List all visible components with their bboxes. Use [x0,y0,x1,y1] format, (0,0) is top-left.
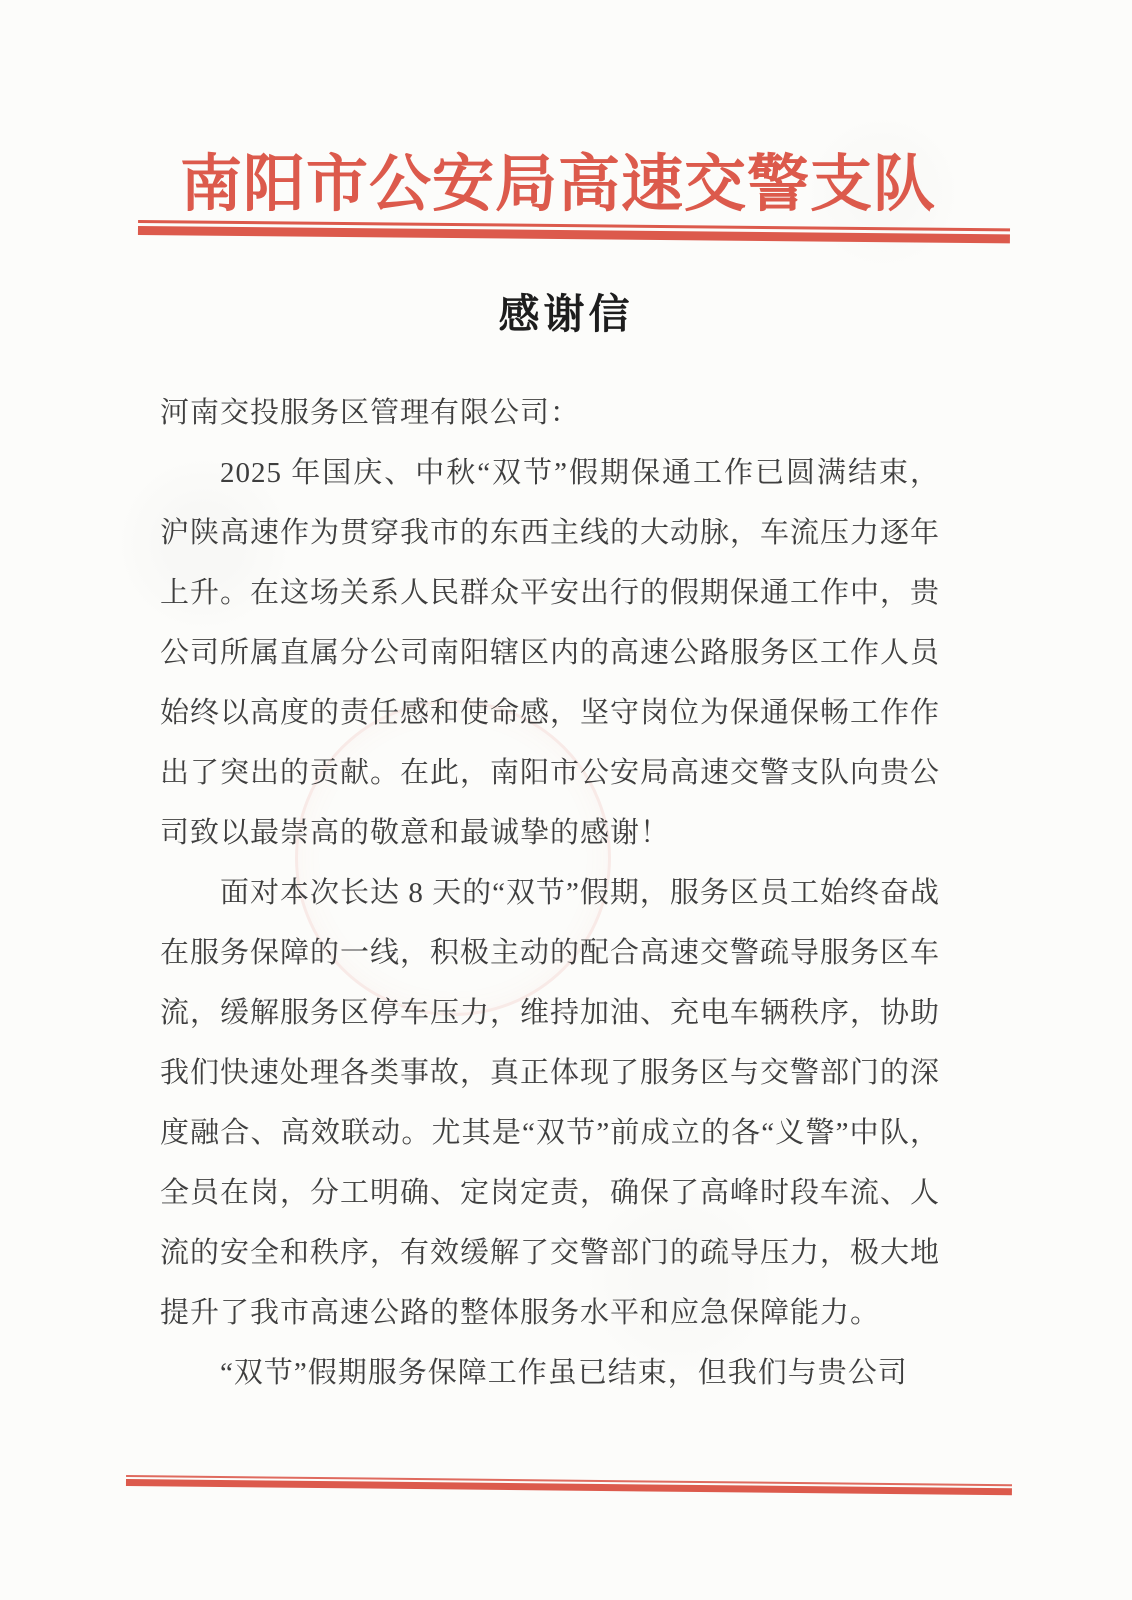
salutation: 河南交投服务区管理有限公司： [160,397,581,429]
paragraph-3: “双节”假期服务保障工作虽已结束，但我们与贵公司 [220,1357,908,1389]
paragraph-2: 面对本次长达 8 天的“双节”假期，服务区员工始终奋战在服务保障的一线，积极主动的配合高速交警疏导服务区车流，缓解服务区停车压力，维持加油、充电车辆秩序，协助我们快速处理各类事故，真正体现了服务区与交警部门的深度融合、高效联动。尤其是“双节”前成立的各“义警”中队，全员在岗，分工明确、定岗定责，确保了高峰时段车流、人流的安全和秩序，有效缓解了交警部门的疏导压力，极大地提升了我市高速公路的整体服务水平和应急保障能力。 [160,877,941,1329]
footer-divider [126,1475,1012,1495]
letterhead-title: 南阳市公安局高速交警支队 [179,151,936,219]
paragraph-1: 2025 年国庆、中秋“双节”假期保通工作已圆满结束，沪陕高速作为贯穿我市的东西主线的大动脉，车流压力逐年上升。在这场关系人民群众平安出行的假期保通工作中，贵公司所属直属分公司南阳辖区内的高速公路服务区工作人员始终以高度的责任感和使命感，坚守岗位为保通保畅工作作出了突出的贡献。在此，南阳市公安局高速交警支队向贵公司致以最崇高的敬意和最诚挚的感谢！ [160,457,941,849]
document-title: 感谢信 [498,291,634,337]
letter-body [160,383,940,1403]
letterhead-divider [138,220,1010,243]
